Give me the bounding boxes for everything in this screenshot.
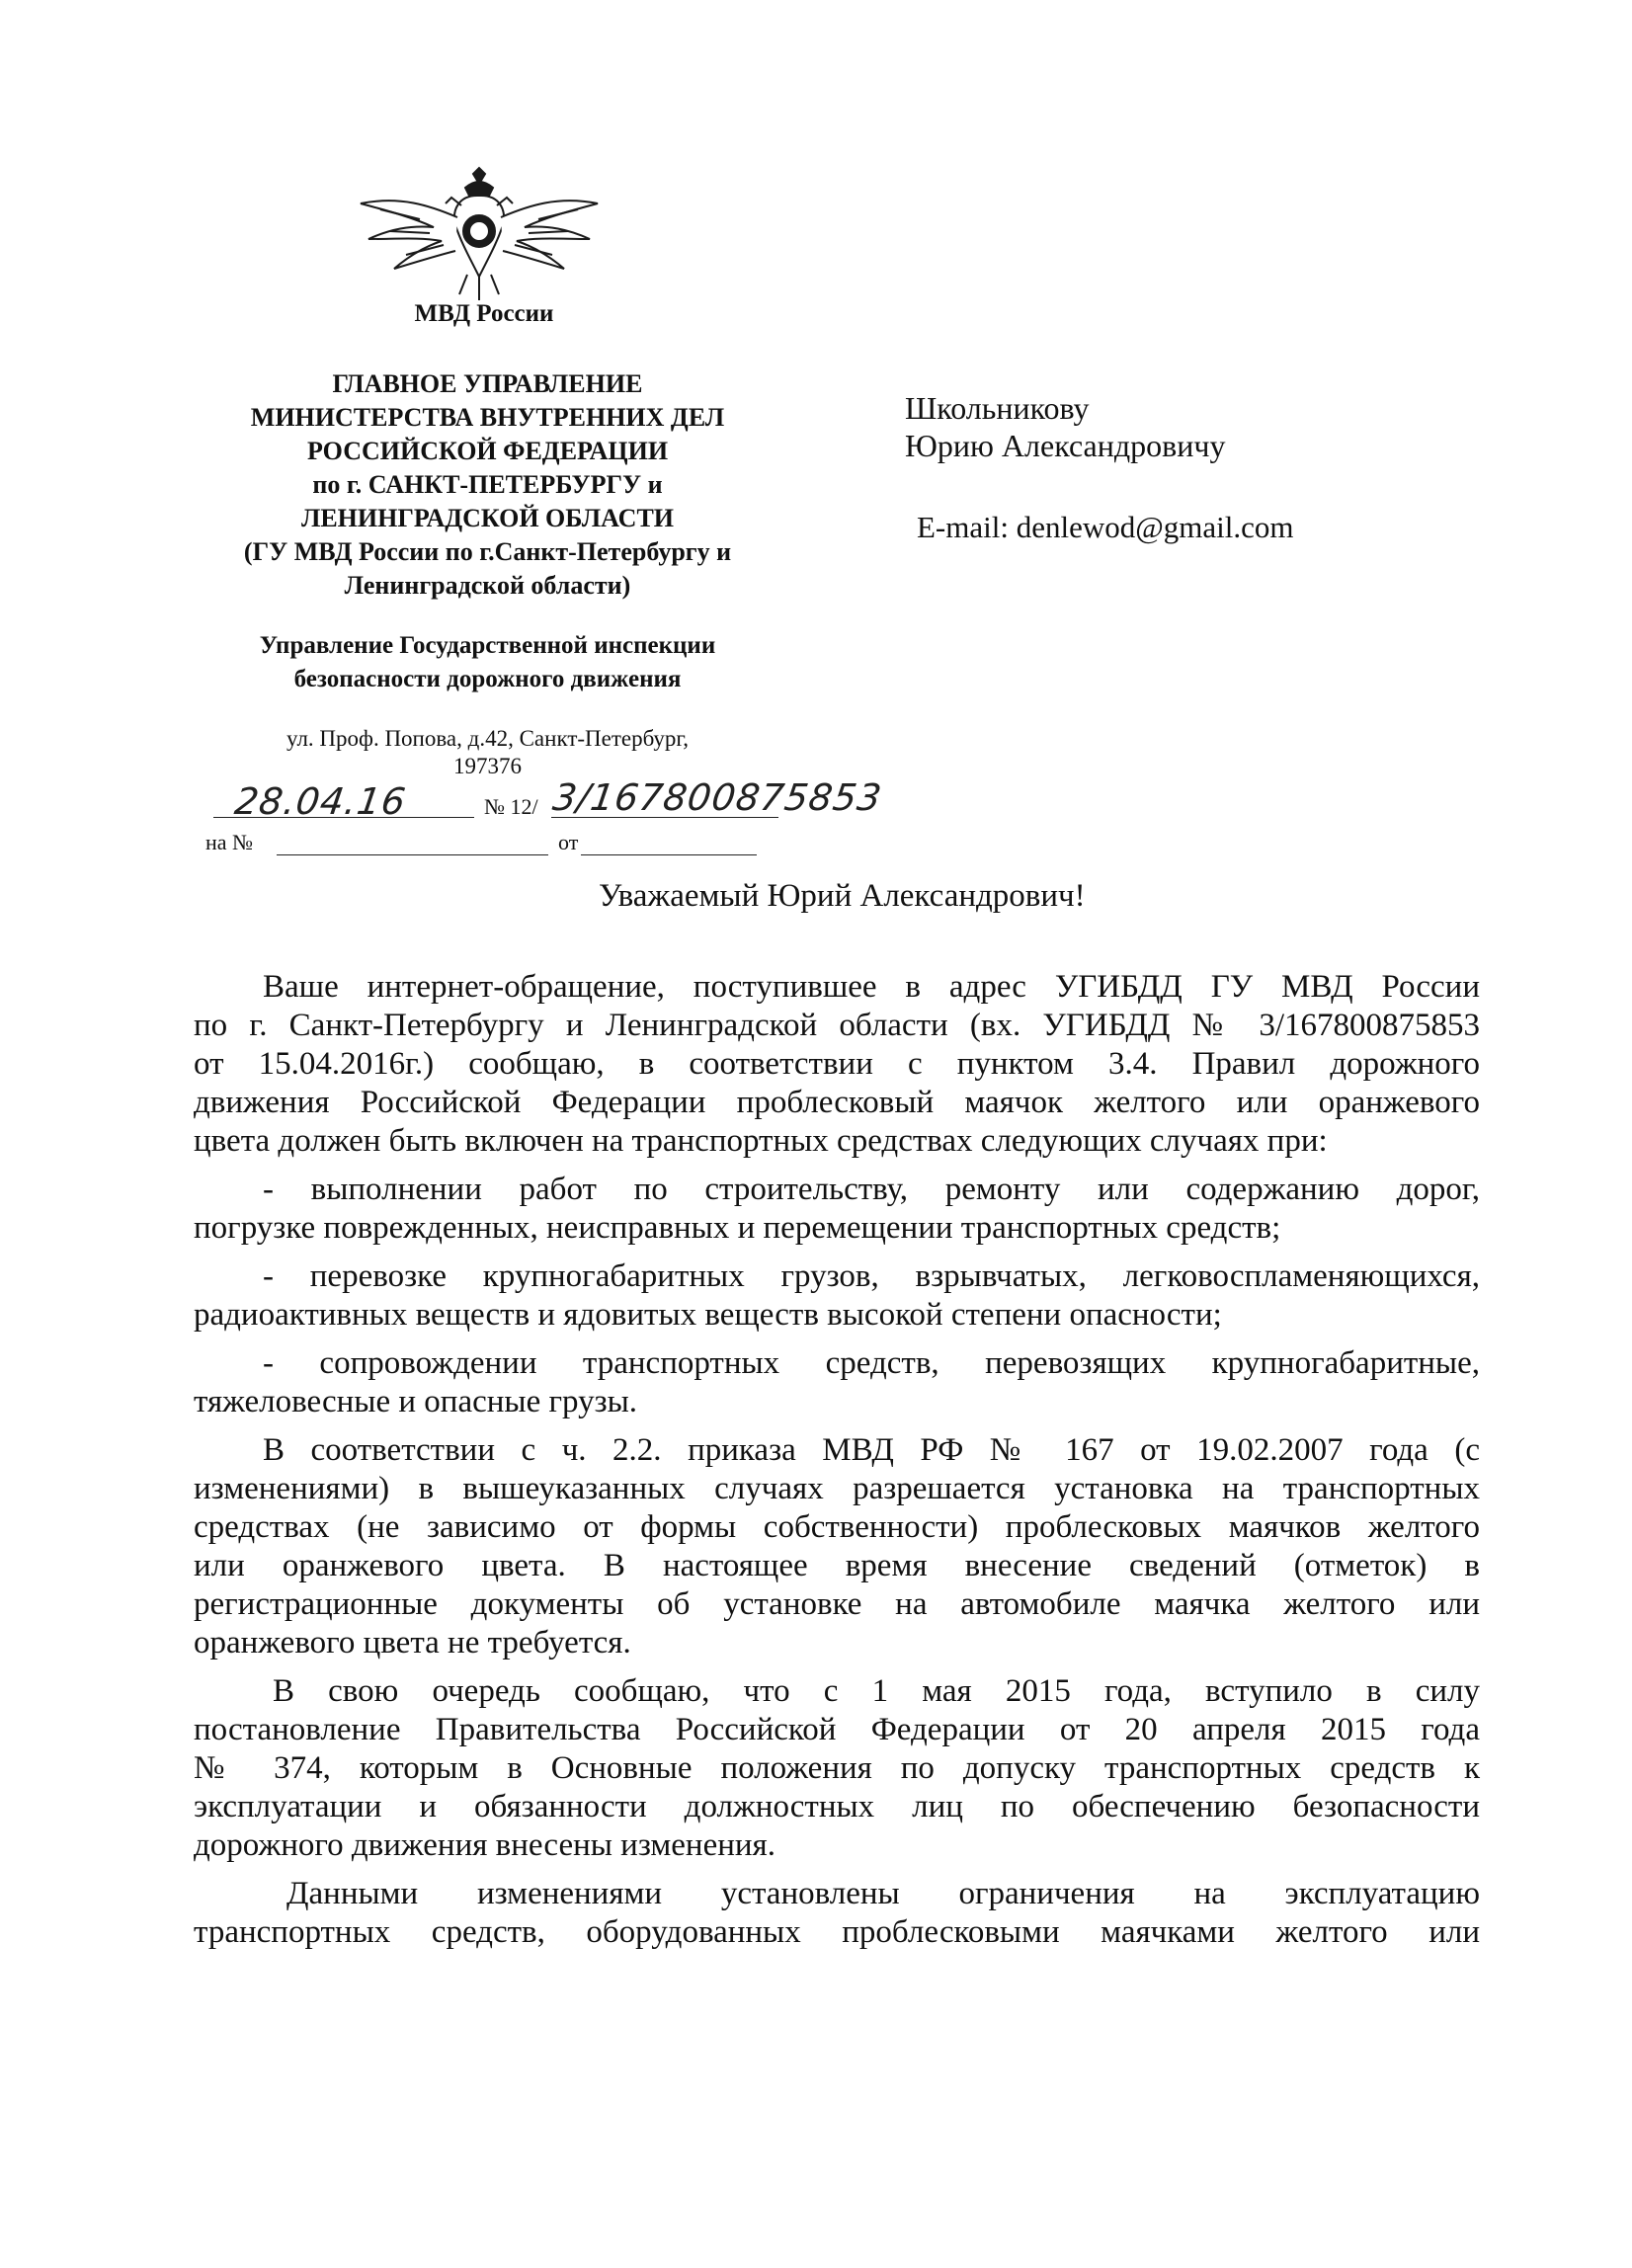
org-line: МИНИСТЕРСТВА ВНУТРЕННИХ ДЕЛ <box>250 403 725 432</box>
body-line: Данными изменениями установлены ограничения на эксплуатацию <box>286 1876 1480 1911</box>
body-line: дорожного движения внесены изменения. <box>194 1827 775 1863</box>
recipient-email: E-mail: denlewod@gmail.com <box>917 510 1294 544</box>
ministry-short-name: МВД России <box>414 300 554 327</box>
body-line: эксплуатации и обязанности должностных лиц по обеспечению безопасности <box>194 1789 1480 1824</box>
body-line: погрузке поврежденных, неисправных и перемещении транспортных средств; <box>194 1210 1281 1246</box>
incoming-date-blank <box>581 854 757 855</box>
outgoing-reference <box>205 776 885 823</box>
date-underline <box>213 817 474 818</box>
org-line: (ГУ МВД России по г.Санкт-Петербургу и <box>243 537 732 566</box>
org-line: РОССИЙСКОЙ ФЕДЕРАЦИИ <box>306 437 669 465</box>
recipient-line: Школьникову <box>905 390 1090 426</box>
body-line: радиоактивных веществ и ядовитых веществ высокой степени опасности; <box>194 1297 1222 1333</box>
paragraph-7 <box>194 1875 1480 1952</box>
org-line: по г. САНКТ-ПЕТЕРБУРГУ и <box>312 470 663 499</box>
body-line: или оранжевого цвета. В настоящее время внесение сведений (отметок) в <box>194 1548 1480 1583</box>
body-line: оранжевого цвета не требуется. <box>194 1625 631 1660</box>
paragraph-6 <box>194 1672 1480 1865</box>
number-underline <box>551 817 778 818</box>
paragraph-4 <box>194 1344 1480 1421</box>
body-line: движения Российской Федерации проблесковый маячок желтого или оранжевого <box>194 1085 1480 1120</box>
body-line: В свою очередь сообщаю, что с 1 мая 2015 года, вступило в силу <box>273 1673 1480 1709</box>
incoming-number-blank <box>277 854 548 855</box>
body-line: по г. Санкт-Петербургу и Ленинградской области (вх. УГИБДД № 3/167800875853 <box>194 1008 1480 1043</box>
org-line: ЛЕНИНГРАДСКОЙ ОБЛАСТИ <box>300 504 675 532</box>
body-line: транспортных средств, оборудованных проблесковыми маячками желтого или <box>194 1914 1480 1950</box>
body-line: - сопровождении транспортных средств, перевозящих крупногабаритные, <box>263 1345 1480 1381</box>
paragraph-5 <box>194 1431 1480 1662</box>
body-line: тяжеловесные и опасные грузы. <box>194 1384 638 1419</box>
number-label: № 12/ <box>484 794 538 819</box>
dept-line: Управление Государственной инспекции <box>259 632 716 659</box>
org-line: Ленинградской области) <box>344 571 631 600</box>
address <box>194 725 781 780</box>
incoming-number-label: на № <box>205 830 254 854</box>
address-line: 197376 <box>453 754 522 778</box>
body-line: от 15.04.2016г.) сообщаю, в соответствии с пунктом 3.4. Правил дорожного <box>194 1046 1480 1082</box>
body-line: - выполнении работ по строительству, ремонту или содержанию дорог, <box>263 1172 1480 1207</box>
paragraph-1 <box>194 968 1480 1161</box>
body-line: постановление Правительства Российской Федерации от 20 апреля 2015 года <box>194 1712 1480 1747</box>
body-line: регистрационные документы об установке на автомобиле маячка желтого или <box>194 1586 1480 1622</box>
body-line: средствах (не зависимо от формы собственности) проблесковых маячков желтого <box>194 1509 1480 1545</box>
paragraph-2 <box>194 1171 1480 1248</box>
body-line: - перевозке крупногабаритных грузов, взрывчатых, легковоспламеняющихся, <box>263 1258 1480 1294</box>
letter-body <box>194 968 1480 1952</box>
body-line: В соответствии с ч. 2.2. приказа МВД РФ № 167 от 19.02.2007 года (с <box>263 1432 1480 1468</box>
mvd-double-headed-eagle-emblem <box>351 166 608 304</box>
handwritten-number: 3/167800875853 <box>549 776 885 819</box>
organization-name <box>194 367 781 603</box>
paragraph-3 <box>194 1257 1480 1335</box>
body-line: № 374, которым в Основные положения по допуску транспортных средств к <box>194 1750 1480 1786</box>
recipient-line: Юрию Александровичу <box>905 428 1226 463</box>
dept-line: безопасности дорожного движения <box>293 666 682 692</box>
incoming-date-label: от <box>558 830 579 854</box>
incoming-reference <box>205 830 759 859</box>
body-line: Ваше интернет-обращение, поступившее в адрес УГИБДД ГУ МВД России <box>263 969 1480 1005</box>
handwritten-date: 28.04.16 <box>231 780 409 823</box>
body-line: изменениями) в вышеуказанных случаях разрешается установка на транспортных <box>194 1471 1480 1506</box>
body-line: цвета должен быть включен на транспортных средствах следующих случаях при: <box>194 1123 1328 1159</box>
address-line: ул. Проф. Попова, д.42, Санкт-Петербург, <box>286 726 690 751</box>
salutation: Уважаемый Юрий Александрович! <box>599 878 1086 914</box>
department-name <box>194 629 781 696</box>
recipient-name <box>905 389 1225 464</box>
org-line: ГЛАВНОЕ УПРАВЛЕНИЕ <box>332 369 643 398</box>
